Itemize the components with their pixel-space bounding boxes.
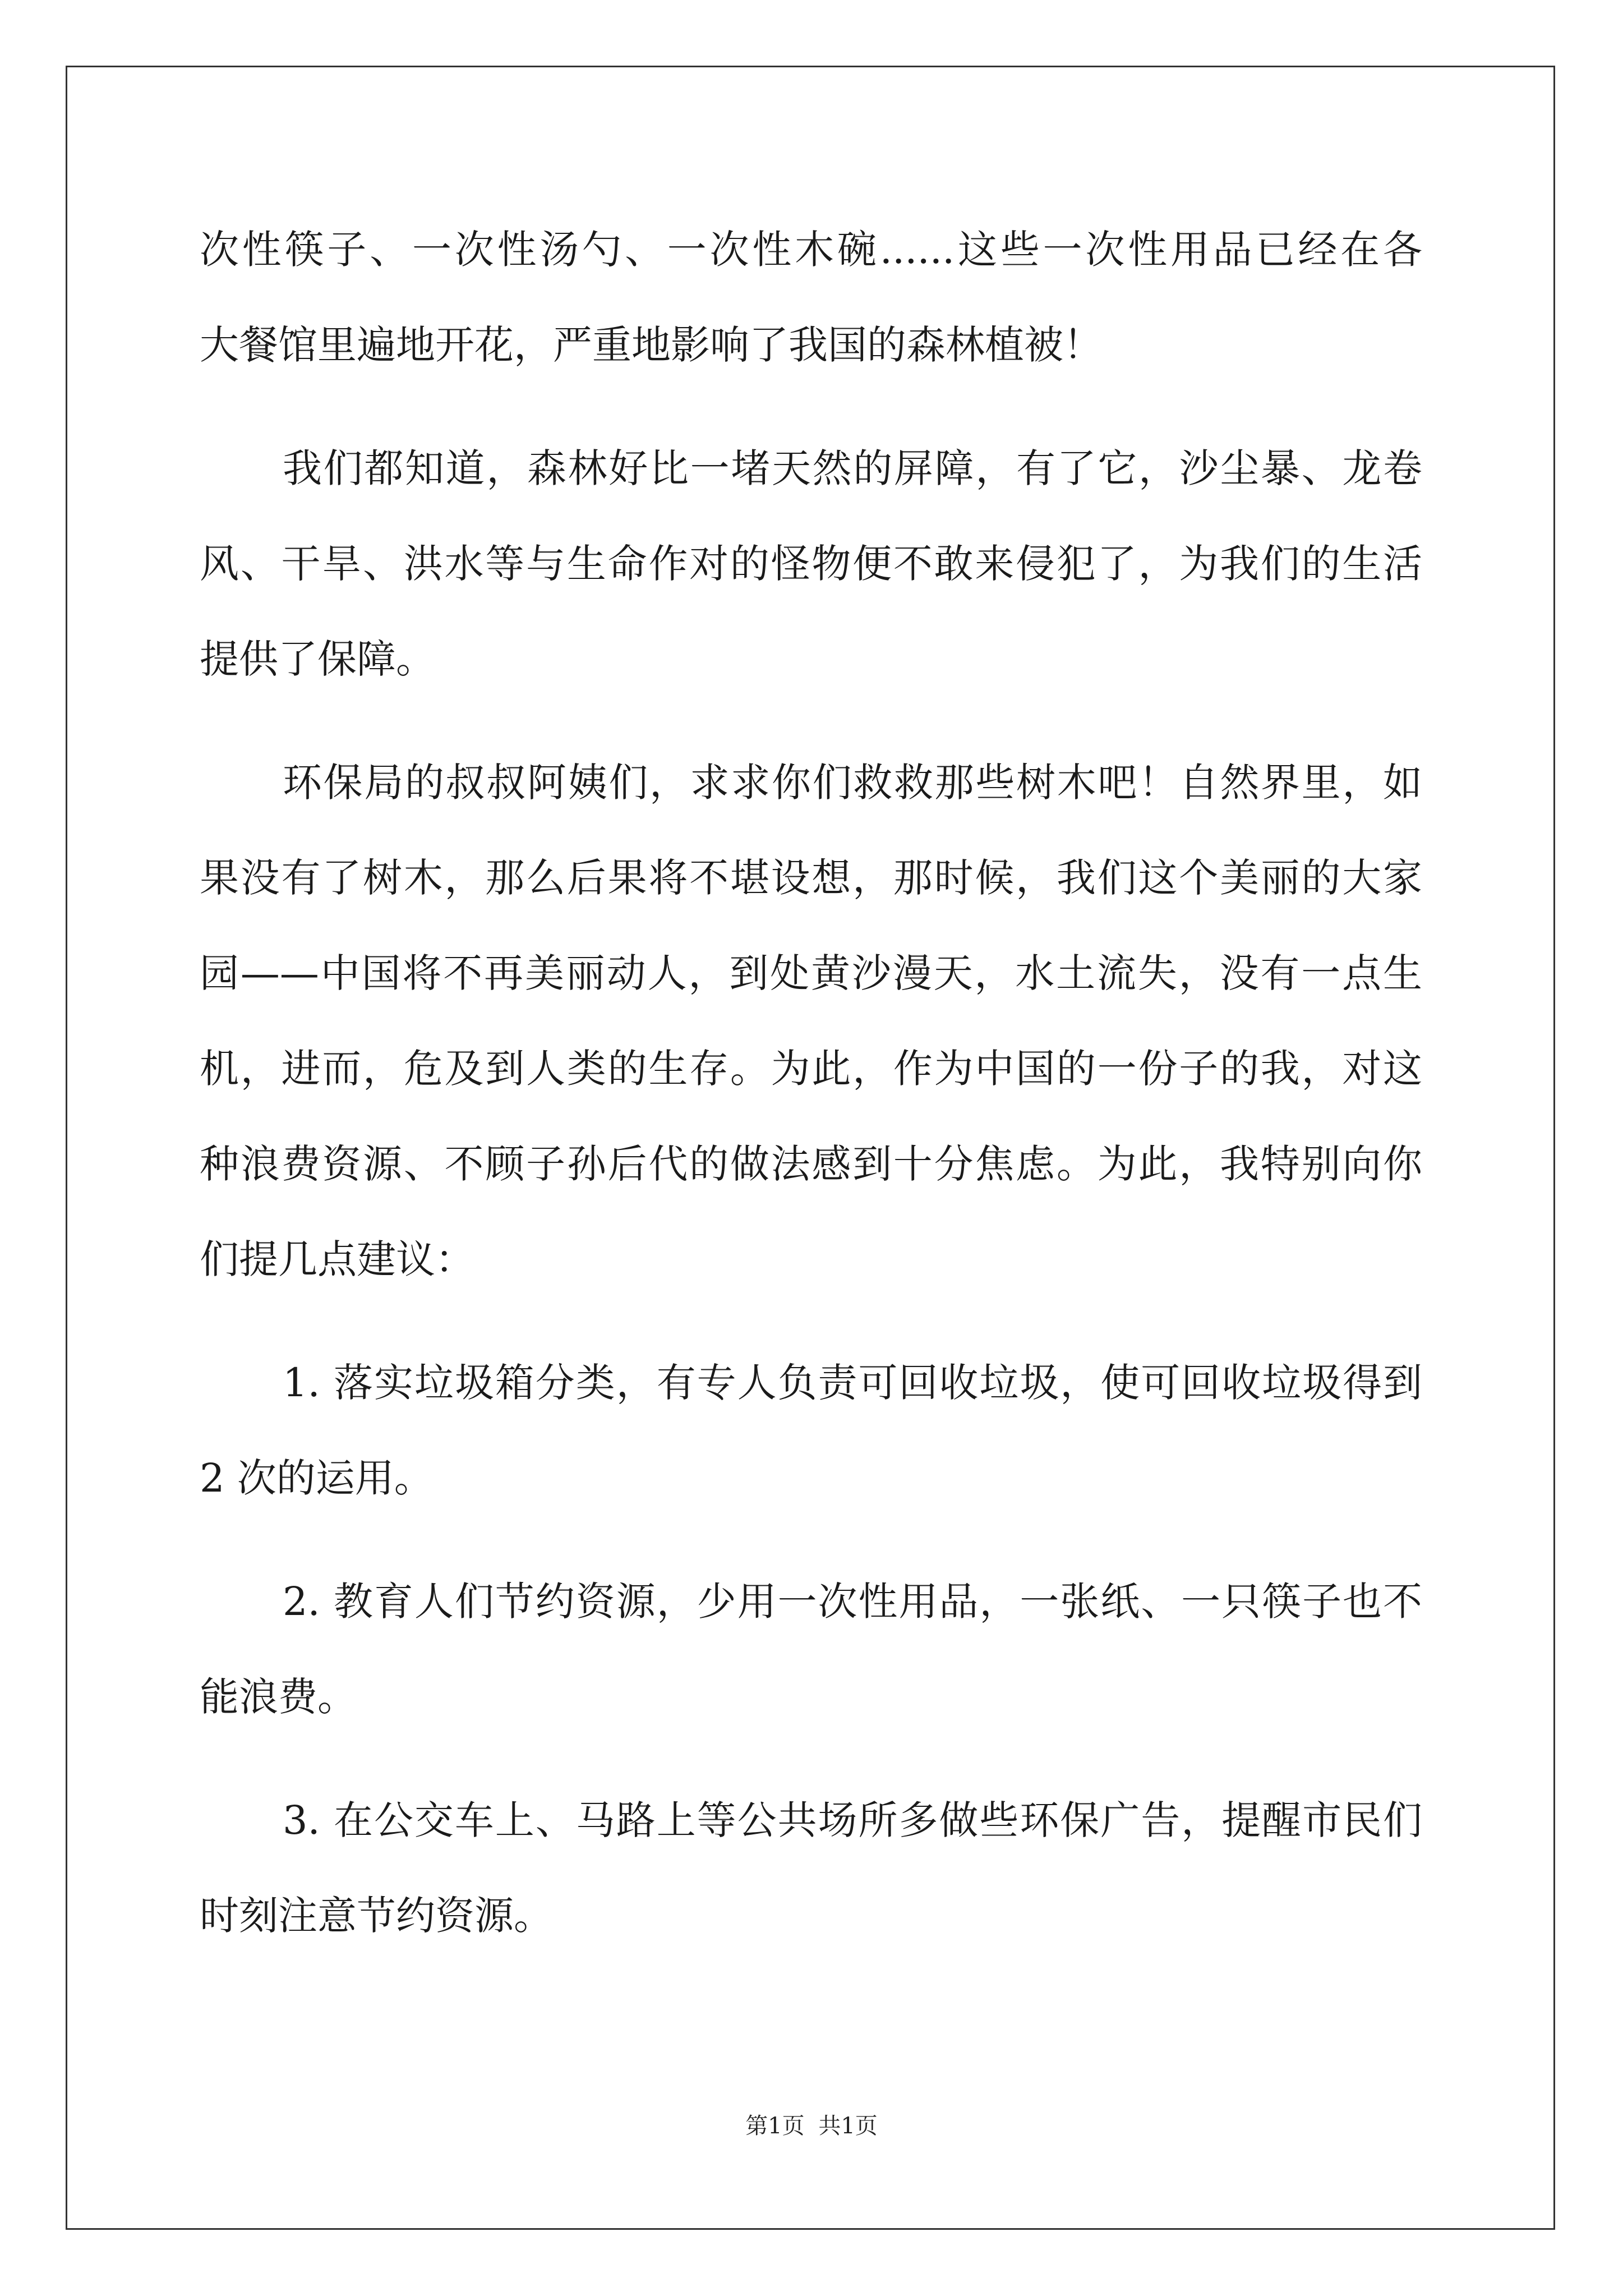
page-total: 共1页 [818,2113,878,2139]
text-line: 们提几点建议： [200,1236,474,1282]
paragraph-first-line: 我们都知道，森林好比一堵天然的屏障，有了它，沙尘暴、龙卷 [283,445,1422,491]
list-item-3: 3. 在公交车上、马路上等公共场所多做些环保广告，提醒市民们 [283,1797,1422,1843]
text-line: 果没有了树木，那么后果将不堪设想，那时候，我们这个美丽的大家 [200,855,1422,901]
text-line: 大餐馆里遍地开花，严重地影响了我国的森林植被！ [200,322,1103,368]
text-line: 2 次的运用。 [200,1455,434,1501]
text-line: 次性筷子、一次性汤勺、一次性木碗......这些一次性用品已经在各 [200,227,1422,273]
list-item-1: 1. 落实垃圾箱分类，有专人负责可回收垃圾，使可回收垃圾得到 [283,1360,1422,1406]
text-line: 种浪费资源、不顾子孙后代的做法感到十分焦虑。为此，我特别向你 [200,1141,1422,1187]
text-line: 提供了保障。 [200,636,435,682]
text-line: 机，进而，危及到人类的生存。为此，作为中国的一份子的我，对这 [200,1046,1422,1092]
page-number: 第1页 [745,2113,805,2139]
paragraph-first-line: 环保局的叔叔阿姨们，求求你们救救那些树木吧！自然界里，如 [283,760,1422,806]
text-line: 风、干旱、洪水等与生命作对的怪物便不敢来侵犯了，为我们的生活 [200,541,1422,587]
text-line: 园——中国将不再美丽动人，到处黄沙漫天，水土流失，没有一点生 [200,950,1422,996]
list-item-2: 2. 教育人们节约资源，少用一次性用品，一张纸、一只筷子也不 [283,1579,1422,1625]
text-line: 时刻注意节约资源。 [200,1893,553,1939]
page-footer [0,2109,1623,2143]
text-line: 能浪费。 [200,1674,357,1720]
